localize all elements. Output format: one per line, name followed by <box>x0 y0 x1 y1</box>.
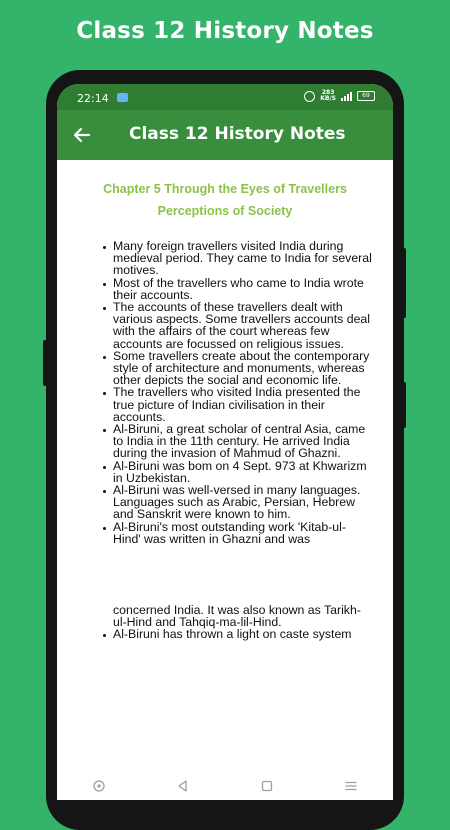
cloud-icon <box>117 93 128 102</box>
chapter-title-line2: Perceptions of Society <box>157 204 293 218</box>
battery-icon: 69 <box>357 91 375 101</box>
notes-list <box>57 240 373 641</box>
list-item: The accounts of these travellers dealt with various aspects. Some travellers accounts deal with the affairs of the court whereas few accounts are focussed on religious issues. <box>113 301 373 350</box>
status-icons <box>304 90 375 102</box>
net-speed-unit: KB/S <box>320 95 336 102</box>
net-speed <box>320 90 336 102</box>
app-bar <box>57 110 393 160</box>
list-item: Al-Biruni's most outstanding work 'Kitab-ul-Hind' was written in Ghazni and was <box>113 521 373 545</box>
back-triangle-icon <box>176 779 190 793</box>
promo-title: Class 12 History Notes <box>76 18 374 44</box>
status-bar <box>57 84 393 110</box>
back-button[interactable] <box>69 122 95 148</box>
chapter-title-line1: Chapter 5 Through the Eyes of Travellers <box>103 182 347 196</box>
chapter-title <box>57 178 393 222</box>
recents-menu-icon <box>344 779 358 793</box>
list-item-continued: concerned India. It was also known as Tarikh-ul-Hind and Tahqiq-ma-lil-Hind. <box>113 603 361 630</box>
list-item: Al-Biruni was well-versed in many languages. Languages such as Arabic, Persian, Hebrew and Sanskrit were known to him. <box>113 484 373 521</box>
alarm-icon <box>304 91 315 102</box>
status-time: 22:14 <box>77 92 109 105</box>
system-nav-bar <box>57 772 393 800</box>
home-square-icon <box>260 779 274 793</box>
power-button <box>402 248 406 318</box>
arrow-back-icon <box>69 122 95 148</box>
list-item: Many foreign travellers visited India during medieval period. They came to India for several motives. <box>113 239 372 278</box>
list-item: The travellers who visited India presented the true picture of Indian civilisation in their accounts. <box>113 386 373 423</box>
list-item: Some travellers create about the contemporary style of architecture and monuments, whereas other depicts the social and economic life. <box>113 350 373 387</box>
net-speed-value: 283 <box>321 89 335 96</box>
list-item: Most of the travellers who came to India wrote their accounts. <box>113 277 373 301</box>
assistant-icon <box>92 779 106 793</box>
nav-recents-button[interactable] <box>331 776 371 796</box>
phone-screen <box>57 84 393 800</box>
signal-icon <box>341 92 352 101</box>
list-item: Al-Biruni was bom on 4 Sept. 973 at Khwarizm in Uzbekistan. <box>113 460 373 484</box>
list-item: Al-Biruni, a great scholar of central Asia, came to India in the 11th century. He arrived India during the invasion of Mahmud of Ghazni. <box>113 423 373 460</box>
nav-back-button[interactable] <box>163 776 203 796</box>
app-bar-title: Class 12 History Notes <box>129 124 346 144</box>
side-button <box>402 382 406 428</box>
volume-button <box>43 340 47 386</box>
notes-content[interactable] <box>57 160 393 772</box>
list-item: Al-Biruni has thrown a light on caste system <box>113 628 373 640</box>
nav-home-button[interactable] <box>247 776 287 796</box>
assistant-button[interactable] <box>79 776 119 796</box>
